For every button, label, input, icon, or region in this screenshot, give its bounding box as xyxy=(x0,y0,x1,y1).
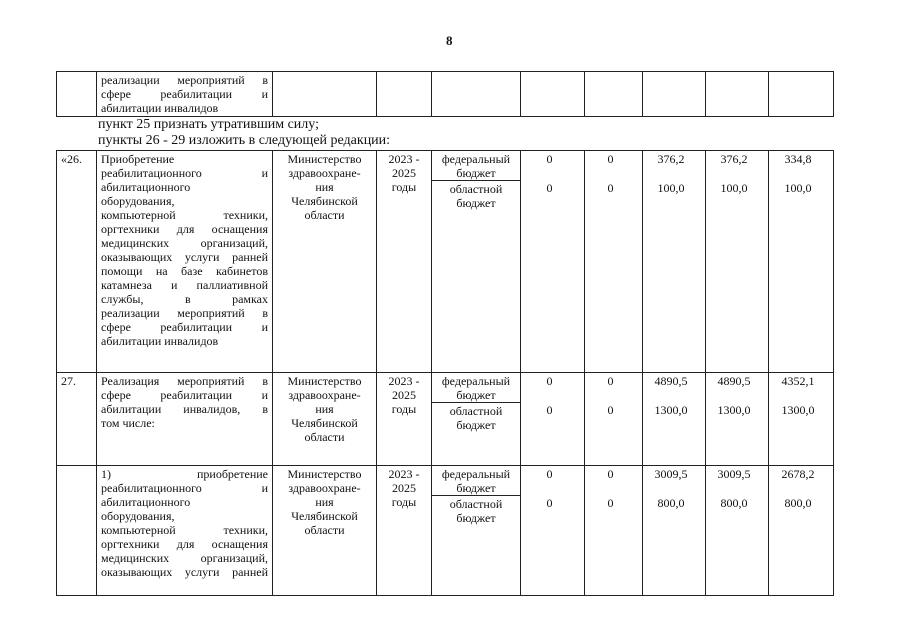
value-federal: 376,2 xyxy=(657,152,685,166)
description-line: том числе: xyxy=(101,416,155,430)
years-line: 2023 - xyxy=(388,374,420,388)
description-cell xyxy=(97,466,273,596)
value-federal: 0 xyxy=(607,467,614,481)
value-regional: 800,0 xyxy=(720,496,748,510)
budget-line-text: федеральный xyxy=(441,467,511,481)
description-cell xyxy=(97,72,273,117)
budget-line-text: бюджет xyxy=(456,418,496,432)
organization-line: ния xyxy=(315,402,334,416)
organization-line: здравоохране- xyxy=(288,388,361,402)
value-regional: 100,0 xyxy=(657,181,685,195)
budget-line-text: областной xyxy=(449,404,503,418)
value-cell xyxy=(706,373,769,466)
budget-regional xyxy=(432,181,520,210)
note-line-2: пункты 26 - 29 изложить в следующей редакции: xyxy=(98,133,391,148)
page-number: 8 xyxy=(446,33,453,48)
organization-line: Министерство xyxy=(287,467,362,481)
top-continuation-table xyxy=(56,71,834,117)
value-regional: 0 xyxy=(546,403,553,417)
value-cell xyxy=(643,466,706,596)
row-number-cell: 27. xyxy=(57,373,97,466)
value-regional: 1300,0 xyxy=(781,403,815,417)
budget-line-text: федеральный xyxy=(441,374,511,388)
description-line: оргтехники для оснащения xyxy=(101,537,268,551)
organization-line: области xyxy=(304,523,345,537)
budget-source-cell xyxy=(432,466,521,596)
description-line: абилитационного xyxy=(101,495,191,509)
budget-line-text: бюджет xyxy=(456,166,496,180)
description-line: Приобретение xyxy=(101,152,175,166)
organization-line: ния xyxy=(315,180,334,194)
description-line: катамнеза и паллиативной xyxy=(101,278,268,292)
budget-line-text: федеральный xyxy=(441,152,511,166)
row-number-cell xyxy=(57,72,97,117)
table-row xyxy=(57,466,834,596)
budget-line-text: бюджет xyxy=(456,388,496,402)
description-line: реабилитационного и xyxy=(101,166,268,180)
description-line: реализации мероприятий в xyxy=(101,73,268,87)
budget-federal xyxy=(432,373,520,403)
years-cell xyxy=(377,72,432,117)
value-regional: 0 xyxy=(607,496,614,510)
budget-source-cell xyxy=(432,373,521,466)
years-line: годы xyxy=(391,402,417,416)
years-line: 2025 xyxy=(392,388,416,402)
years-cell xyxy=(377,151,432,373)
years-cell xyxy=(377,466,432,596)
value-federal: 3009,5 xyxy=(717,467,751,481)
description-line: абилитации инвалидов, в xyxy=(101,402,268,416)
description-cell xyxy=(97,373,273,466)
value-federal: 0 xyxy=(546,374,553,388)
value-cell xyxy=(706,466,769,596)
value-cell xyxy=(643,72,706,117)
value-regional: 100,0 xyxy=(720,181,748,195)
organization-line: Челябинской xyxy=(291,194,358,208)
value-cell xyxy=(769,151,834,373)
value-cell xyxy=(521,373,585,466)
value-cell xyxy=(585,72,643,117)
value-cell xyxy=(643,373,706,466)
budget-source-cell xyxy=(432,72,521,117)
value-regional: 100,0 xyxy=(784,181,812,195)
description-line: 1) приобретение xyxy=(101,467,268,481)
budget-line-text: областной xyxy=(449,182,503,196)
value-regional: 0 xyxy=(546,496,553,510)
budget-line-text: бюджет xyxy=(456,196,496,210)
table-row xyxy=(57,151,834,373)
description-cell xyxy=(97,151,273,373)
value-cell xyxy=(643,151,706,373)
description-line: реабилитационного и xyxy=(101,481,268,495)
description-line: сфере реабилитации и xyxy=(101,87,268,101)
description-line: сфере реабилитации и xyxy=(101,320,268,334)
value-federal: 334,8 xyxy=(784,152,812,166)
budget-regional xyxy=(432,496,520,525)
value-cell xyxy=(521,151,585,373)
table-row xyxy=(57,373,834,466)
value-federal: 0 xyxy=(607,374,614,388)
row-number-cell: «26. xyxy=(57,151,97,373)
budget-line-text: бюджет xyxy=(456,511,496,525)
value-regional: 0 xyxy=(607,181,614,195)
organization-line: Министерство xyxy=(287,152,362,166)
years-line: 2025 xyxy=(392,166,416,180)
row-number-cell xyxy=(57,466,97,596)
years-line: 2023 - xyxy=(388,467,420,481)
value-federal: 0 xyxy=(607,152,614,166)
value-federal: 376,2 xyxy=(720,152,748,166)
organization-line: Челябинской xyxy=(291,416,358,430)
value-cell xyxy=(706,151,769,373)
value-federal: 0 xyxy=(546,152,553,166)
value-cell xyxy=(521,72,585,117)
value-federal: 3009,5 xyxy=(654,467,688,481)
value-federal: 4352,1 xyxy=(781,374,815,388)
organization-line: области xyxy=(304,430,345,444)
value-regional: 1300,0 xyxy=(717,403,751,417)
value-regional: 1300,0 xyxy=(654,403,688,417)
budget-federal xyxy=(432,466,520,496)
value-cell xyxy=(706,72,769,117)
description-line: компьютерной техники, xyxy=(101,523,268,537)
budget-federal xyxy=(432,151,520,181)
description-line: оказывающих услуги ранней xyxy=(101,250,268,264)
value-cell xyxy=(585,466,643,596)
note-line-1: пункт 25 признать утратившим силу; xyxy=(98,117,319,132)
description-line: оборудования, xyxy=(101,194,175,208)
description-line: компьютерной техники, xyxy=(101,208,268,222)
description-line: медицинских организаций, xyxy=(101,551,268,565)
value-regional: 0 xyxy=(607,403,614,417)
budget-source-cell xyxy=(432,151,521,373)
description-line: абилитации инвалидов xyxy=(101,334,219,348)
description-line: оборудования, xyxy=(101,509,175,523)
organization-line: здравоохране- xyxy=(288,481,361,495)
value-cell xyxy=(769,466,834,596)
value-federal: 4890,5 xyxy=(717,374,751,388)
organization-line: ния xyxy=(315,495,334,509)
table-row xyxy=(57,72,834,117)
organization-line: области xyxy=(304,208,345,222)
value-regional: 800,0 xyxy=(784,496,812,510)
organization-line: Министерство xyxy=(287,374,362,388)
years-line: 2025 xyxy=(392,481,416,495)
value-federal: 4890,5 xyxy=(654,374,688,388)
value-cell xyxy=(585,151,643,373)
budget-line-text: областной xyxy=(449,497,503,511)
organization-line: здравоохране- xyxy=(288,166,361,180)
value-federal: 2678,2 xyxy=(781,467,815,481)
description-line: медицинских организаций, xyxy=(101,236,268,250)
years-line: 2023 - xyxy=(388,152,420,166)
description-line: оказывающих услуги ранней xyxy=(101,565,268,579)
years-line: годы xyxy=(391,495,417,509)
years-line: годы xyxy=(391,180,417,194)
description-line: Реализация мероприятий в xyxy=(101,374,268,388)
organization-cell xyxy=(273,151,377,373)
description-line: сфере реабилитации и xyxy=(101,388,268,402)
budget-regional xyxy=(432,403,520,432)
organization-line: Челябинской xyxy=(291,509,358,523)
budget-line-text: бюджет xyxy=(456,481,496,495)
description-line: помощи на базе кабинетов xyxy=(101,264,268,278)
description-line: службы, в рамках xyxy=(101,292,268,306)
description-line: абилитации инвалидов xyxy=(101,101,219,115)
description-line: оргтехники для оснащения xyxy=(101,222,268,236)
organization-cell xyxy=(273,72,377,117)
organization-cell xyxy=(273,466,377,596)
value-cell xyxy=(521,466,585,596)
description-line: абилитационного xyxy=(101,180,191,194)
value-federal: 0 xyxy=(546,467,553,481)
organization-cell xyxy=(273,373,377,466)
value-regional: 0 xyxy=(546,181,553,195)
description-line: реализации мероприятий в xyxy=(101,306,268,320)
value-cell xyxy=(769,72,834,117)
main-table xyxy=(56,150,834,596)
value-cell xyxy=(769,373,834,466)
value-regional: 800,0 xyxy=(657,496,685,510)
value-cell xyxy=(585,373,643,466)
years-cell xyxy=(377,373,432,466)
